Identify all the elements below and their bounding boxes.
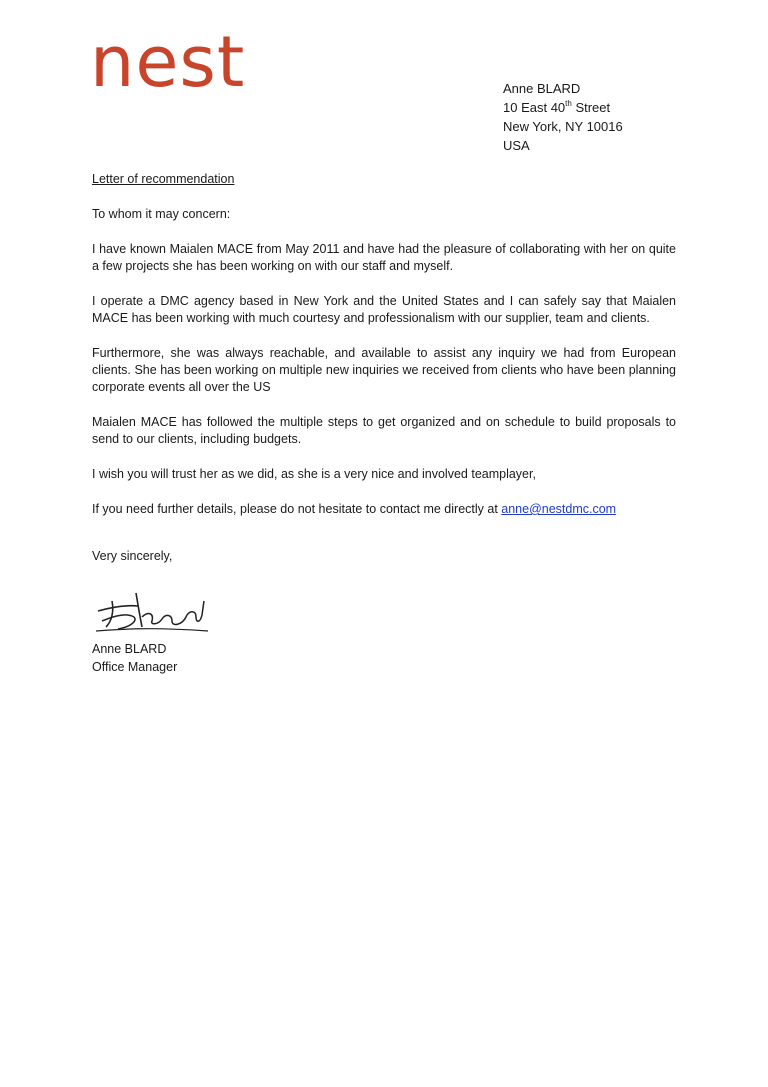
salutation: To whom it may concern: — [92, 207, 231, 221]
sender-city: New York, NY 10016 — [503, 119, 623, 134]
signer-title: Office Manager — [92, 660, 178, 674]
contact-email-link[interactable]: anne@nestdmc.com — [501, 502, 617, 516]
sender-country: USA — [503, 138, 530, 153]
paragraph-5: I wish you will trust her as we did, as she is a very nice and involved teamplayer, — [92, 467, 536, 481]
sender-street: 10 East 40th Street — [503, 99, 611, 115]
contact-paragraph: If you need further details, please do not hesitate to contact me directly at anne@nestdmc.com — [92, 502, 617, 516]
sender-address — [503, 79, 623, 155]
paragraph-2: I operate a DMC agency based in New York and the United States and I can safely say that Maialen MACE has been working with much courtesy and professionalism with our supplier, team and clients. — [92, 294, 676, 325]
signer-name: Anne BLARD — [92, 642, 167, 656]
paragraph-3: Furthermore, she was always reachable, and available to assist any inquiry we had from European clients. She has been working on multiple new inquiries we received from clients who have been planning corporate events all over the US — [92, 346, 676, 394]
paragraph-1: I have known Maialen MACE from May 2011 and have had the pleasure of collaborating with her on quite a few projects she has been working on with our staff and myself. — [92, 242, 676, 273]
letter-subject: Letter of recommendation — [92, 172, 235, 186]
paragraph-4: Maialen MACE has followed the multiple steps to get organized and on schedule to build proposals to send to our clients, including budgets. — [92, 415, 676, 446]
signer-block — [92, 640, 177, 676]
closing: Very sincerely, — [92, 549, 173, 563]
letter-body — [92, 171, 676, 583]
handwritten-signature — [92, 587, 212, 639]
sender-name: Anne BLARD — [503, 81, 581, 96]
nest-logo: nest — [90, 21, 246, 103]
